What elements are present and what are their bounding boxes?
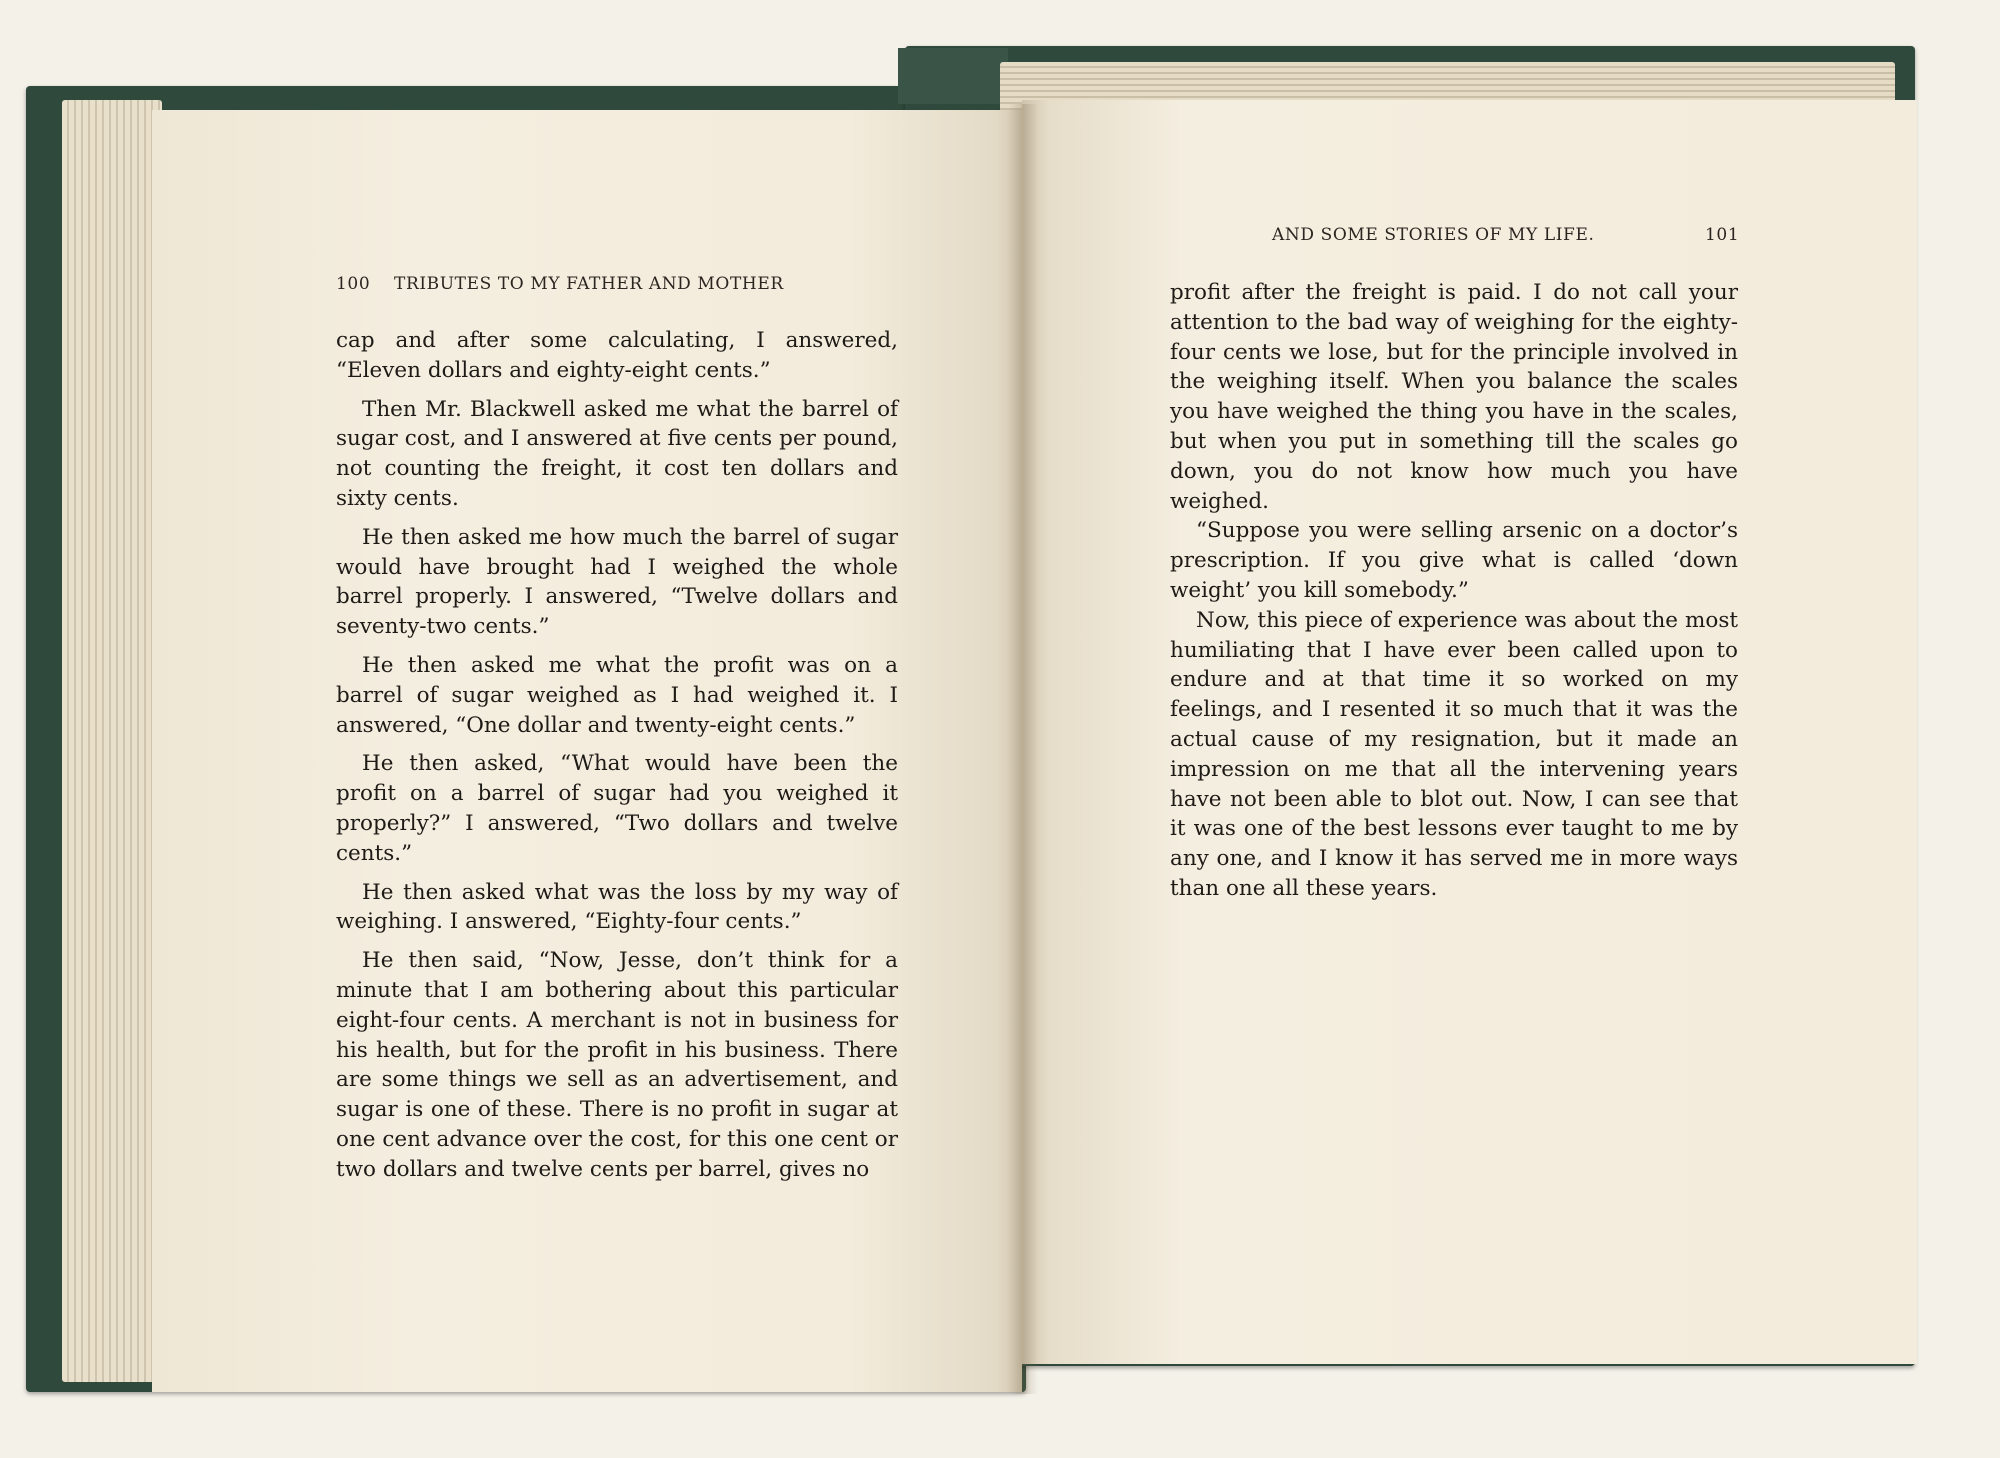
paragraph: He then asked me how much the barrel of sugar would have brought had I weighed the whole barrel properly. I answered, “Twelve dollars and seventy-two cents.” <box>336 524 898 640</box>
right-page-text <box>1170 278 1738 904</box>
spine-top <box>898 48 1008 104</box>
paragraph: cap and after some calculating, I answered, “Eleven dollars and eighty-eight cents.” <box>336 328 898 383</box>
paragraph: He then asked, “What would have been the profit on a barrel of sugar had you weighed it properly?” I answered, “Two dollars and twelve cents.” <box>336 751 898 866</box>
paragraph: “Suppose you were selling arsenic on a doctor’s prescription. If you give what is called ‘down weight’ you kill somebody.” <box>1170 518 1738 603</box>
paragraph: profit after the freight is paid. I do not call your attention to the bad way of weighing for the eighty-four cents we lose, but for the principle involved in the weighing itself. When you balance the scales you have weighed the thing you have in the scales, but when you put in something till the scales go down, you do not know how much you have weighed. <box>1170 280 1738 514</box>
paragraph: Now, this piece of experience was about the most humiliating that I have ever been called upon to endure and at that time it so worked on my feelings, and I resented it so much that it was the actual cause of my resignation, but it made an impression on me that all the intervening years have not been able to blot out. Now, I can see that it was one of the best lessons ever taught to me by any one, and I know it has served me in more ways than one all these years. <box>1170 607 1738 901</box>
right-running-title: AND SOME STORIES OF MY LIFE. <box>1272 225 1595 245</box>
right-page-number: 101 <box>1705 225 1740 245</box>
left-page-text <box>336 326 898 1194</box>
paragraph: He then asked me what the profit was on a barrel of sugar weighed as I had weighed it. I answered, “One dollar and twenty-eight cents.” <box>336 652 898 738</box>
paragraph: Then Mr. Blackwell asked me what the barrel of sugar cost, and I answered at five cents per pound, not counting the freight, it cost ten dollars and sixty cents. <box>336 396 898 511</box>
paragraph: He then asked what was the loss by my way of weighing. I answered, “Eighty-four cents.” <box>336 879 898 935</box>
left-running-title: TRIBUTES TO MY FATHER AND MOTHER <box>394 274 784 294</box>
paragraph: He then said, “Now, Jesse, don’t think for a minute that I am bothering about this particular eight-four cents. A merchant is not in business for his health, but for the profit in his business. There are some things we sell as an advertisement, and sugar is one of these. There is no profit in sugar at one cent advance over the cost, for this one cent or two dollars and twelve cents per barrel, gives no <box>336 948 898 1182</box>
page-stack-left <box>62 100 162 1382</box>
left-page-number: 100 <box>336 274 371 294</box>
book-gutter <box>1008 104 1038 1394</box>
